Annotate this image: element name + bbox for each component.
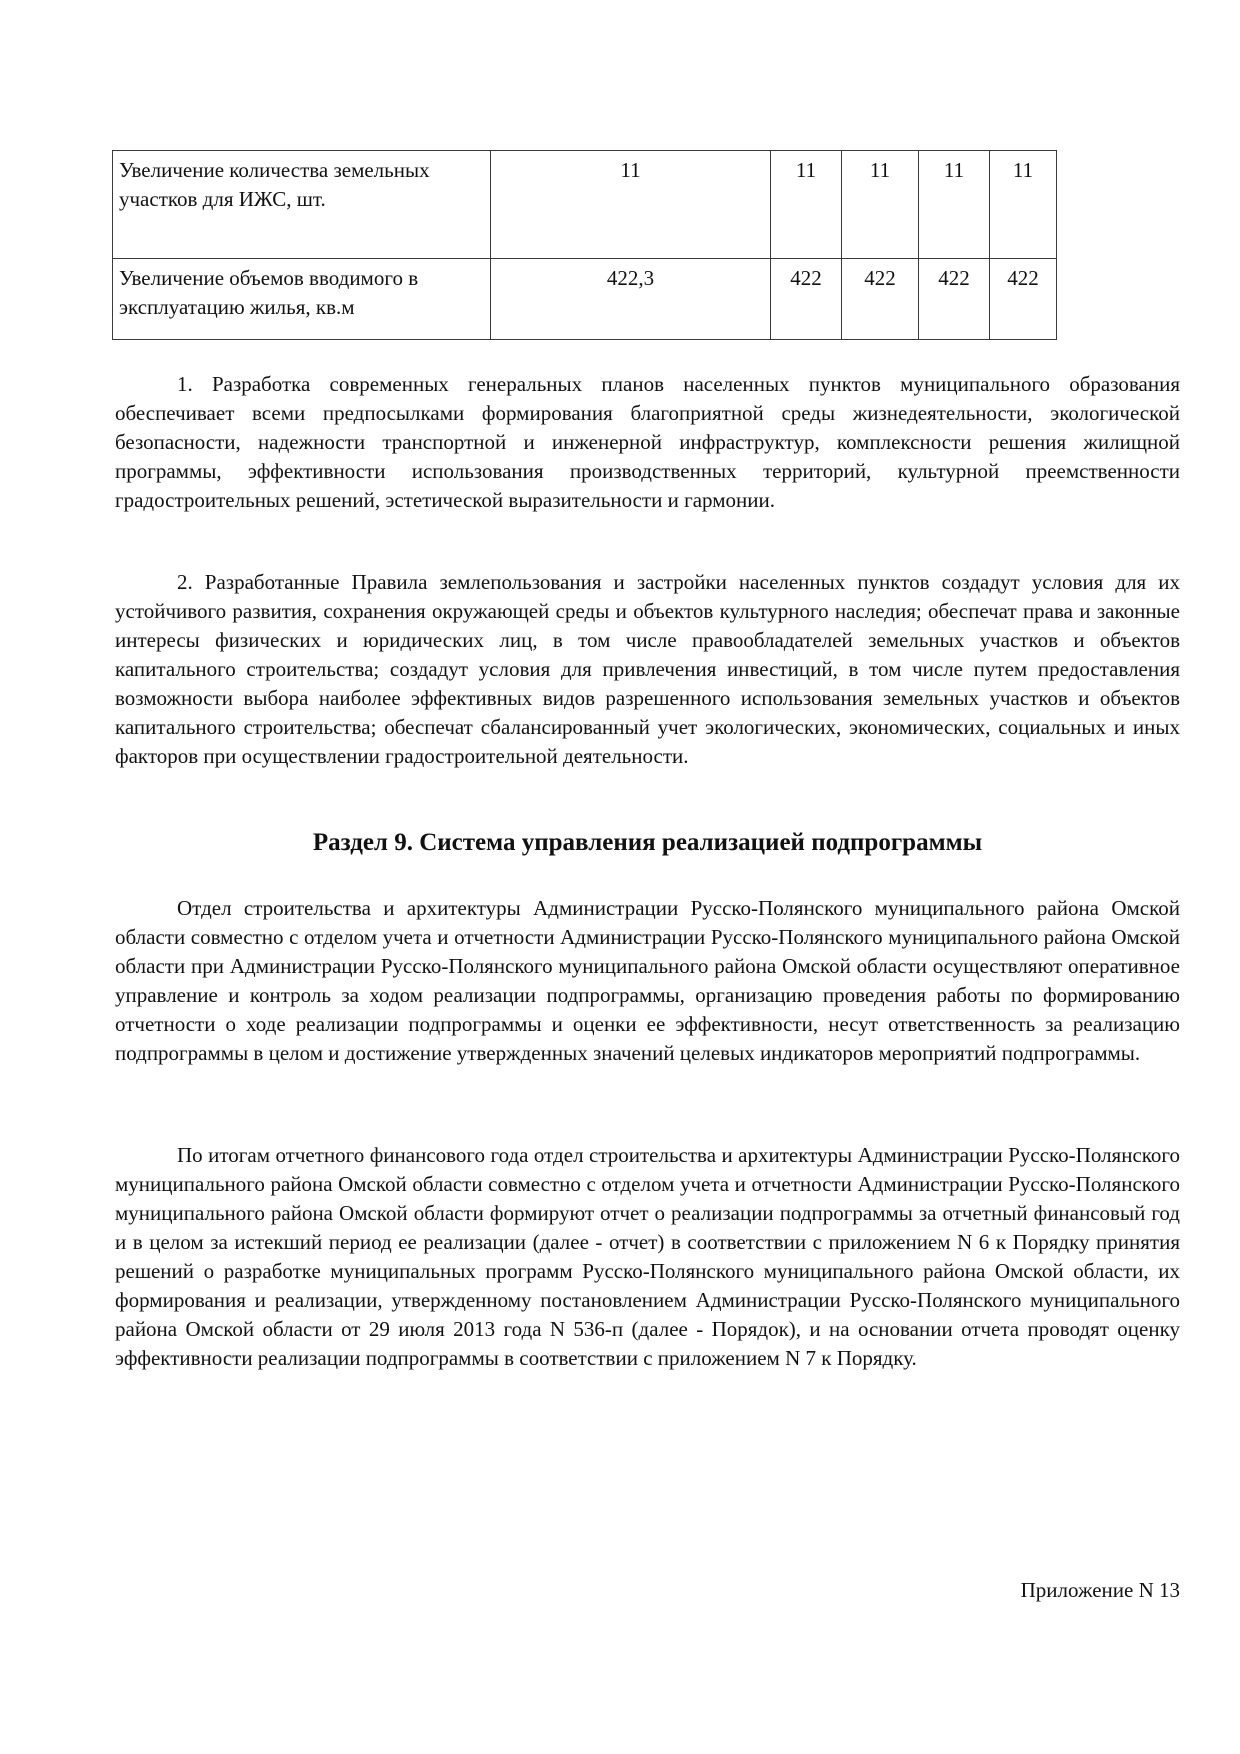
indicator-value: 11 bbox=[491, 151, 771, 259]
paragraph-management: Отдел строительства и архитектуры Администрации Русско-Полянского муниципального района Омской области совместно с отделом учета и отчетности Администрации Русско-Полянского муниципального района Омской области при Администрации Русско-Полянского муниципального района Омской области осуществляют оперативное управление и контроль за ходом реализации подпрограммы, организацию проведения работы по формированию отчетности о ходе реализации подпрограммы и оценки ее эффективности, несут ответственность за реализацию подпрограммы в целом и достижение утвержденных значений целевых индикаторов мероприятий подпрограммы. bbox=[115, 896, 1180, 1065]
indicators-table bbox=[112, 150, 1057, 340]
paragraph-land-use-rules: 2. Разработанные Правила землепользования и застройки населенных пунктов создадут условия для их устойчивого развития, сохранения окружающей среды и объектов культурного наследия; обеспечат права и законные интересы физических и юридических лиц, в том числе правообладателей земельных участков и объектов капитального строительства; создадут условия для привлечения инвестиций, в том числе путем предоставления возможности выбора наиболее эффективных видов разрешенного использования земельных участков и объектов капитального строительства; обеспечат сбалансированный учет экологических, экономических, социальных и иных факторов при осуществлении градостроительной деятельности. bbox=[115, 570, 1180, 768]
indicator-value: 11 bbox=[919, 151, 990, 259]
indicator-value: 11 bbox=[990, 151, 1057, 259]
table-row bbox=[113, 151, 1057, 259]
indicator-value: 11 bbox=[842, 151, 919, 259]
paragraph-reporting: По итогам отчетного финансового года отдел строительства и архитектуры Администрации Русско-Полянского муниципального района Омской области совместно с отделом учета и отчетности Администрации Русско-Полянского муниципального района Омской области формируют отчет о реализации подпрограммы за отчетный финансовый год и в целом за истекший период ее реализации (далее - отчет) в соответствии с приложением N 6 к Порядку принятия решений о разработке муниципальных программ Русско-Полянского муниципального района Омской области, их формирования и реализации, утвержденному постановлением Администрации Русско-Полянского муниципального района Омской области от 29 июля 2013 года N 536-п (далее - Порядок), и на основании отчета проводят оценку эффективности реализации подпрограммы в соответствии с приложением N 7 к Порядку. bbox=[115, 1143, 1180, 1370]
indicator-value: 422 bbox=[919, 259, 990, 340]
indicator-label: Увеличение объемов вводимого в эксплуатацию жилья, кв.м bbox=[113, 259, 491, 340]
indicator-value: 422 bbox=[771, 259, 842, 340]
indicator-label: Увеличение количества земельных участков для ИЖС, шт. bbox=[113, 151, 491, 259]
indicator-value: 422 bbox=[842, 259, 919, 340]
appendix-label: Приложение N 13 bbox=[1020, 1578, 1180, 1602]
indicator-value: 422 bbox=[990, 259, 1057, 340]
paragraph-general-plans: 1. Разработка современных генеральных планов населенных пунктов муниципального образования обеспечивает всеми предпосылками формирования благоприятной среды жизнедеятельности, экологической безопасности, надежности транспортной и инженерной инфраструктур, комплексности решения жилищной программы, эффективности использования производственных территорий, культурной преемственности градостроительных решений, эстетической выразительности и гармонии. bbox=[115, 372, 1180, 512]
section-heading: Раздел 9. Система управления реализацией подпрограммы bbox=[312, 829, 983, 856]
indicator-value: 11 bbox=[771, 151, 842, 259]
table-row bbox=[113, 259, 1057, 340]
indicator-value: 422,3 bbox=[491, 259, 771, 340]
